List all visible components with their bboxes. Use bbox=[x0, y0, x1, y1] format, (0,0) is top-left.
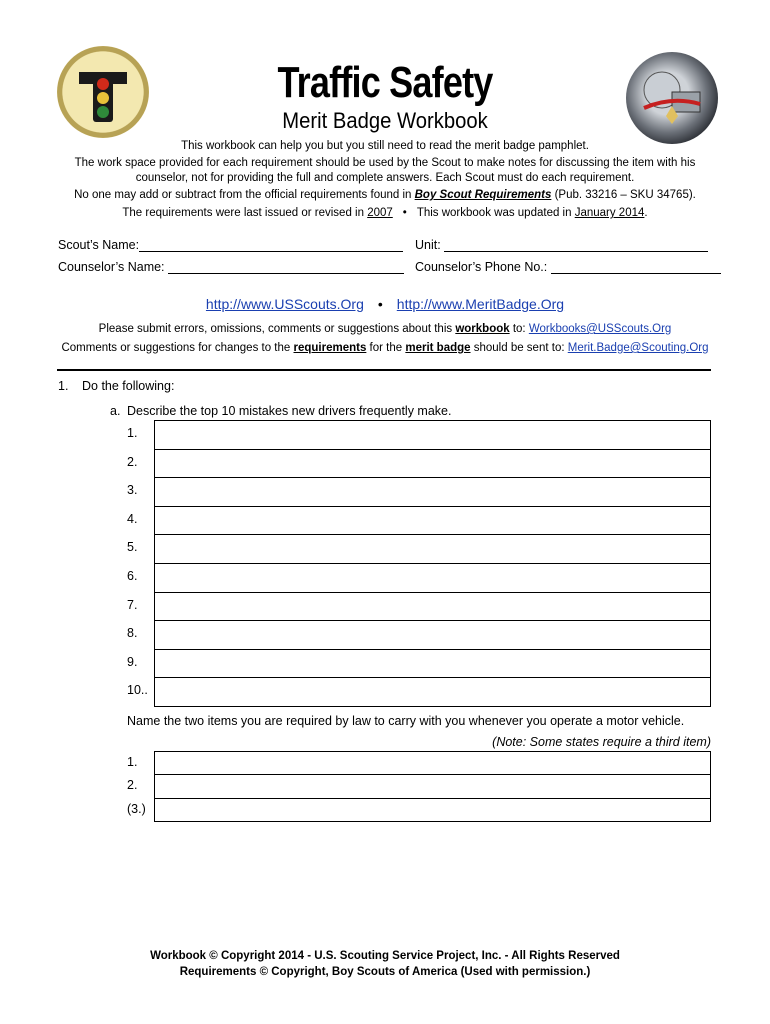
mistakes-answer-table bbox=[154, 420, 711, 707]
unit-field: Unit: bbox=[415, 238, 708, 252]
workbooks-email-link[interactable]: Workbooks@USScouts.Org bbox=[528, 323, 672, 335]
mistake-row bbox=[155, 535, 711, 564]
mistake-number: 6. bbox=[127, 569, 138, 583]
mistake-answer-cell[interactable] bbox=[155, 592, 711, 621]
mistake-number: 5. bbox=[127, 540, 138, 555]
mistake-answer-cell[interactable] bbox=[155, 563, 711, 592]
mistake-number: 10.. bbox=[127, 683, 148, 698]
meritbadge-link[interactable]: http://www.MeritBadge.Org bbox=[396, 296, 565, 312]
merit-badge-email-link[interactable]: Merit.Badge@Scouting.Org bbox=[567, 342, 709, 354]
website-links: http://www.USScouts.Org • http://www.MeritBadge.Org bbox=[205, 296, 565, 312]
counselor-name-input[interactable] bbox=[168, 273, 404, 274]
item-number: 1. bbox=[127, 755, 138, 769]
mistake-row bbox=[155, 563, 711, 592]
req-1-number: 1. bbox=[58, 379, 69, 393]
mistake-row bbox=[155, 621, 711, 650]
usscouts-link[interactable]: http://www.USScouts.Org bbox=[205, 296, 364, 312]
mistake-row bbox=[155, 478, 711, 507]
items-answer-table bbox=[154, 751, 711, 822]
mistake-number: 3. bbox=[127, 483, 138, 498]
page-title: Traffic Safety bbox=[277, 58, 493, 107]
counselor-phone-input[interactable] bbox=[551, 273, 721, 274]
item-number: 2. bbox=[127, 778, 138, 793]
mistake-row bbox=[155, 506, 711, 535]
contact-line-2: Comments or suggestions for changes to the requirements for the merit badge should be sent to: Merit.Badge@Scouting.Org bbox=[61, 342, 709, 354]
mistake-answer-cell[interactable] bbox=[155, 506, 711, 535]
scout-name-field: Scout’s Name: bbox=[58, 238, 403, 252]
mistake-row bbox=[155, 649, 711, 678]
intro-line-4: The requirements were last issued or revised in 2007 • This workbook was updated in January 2014. bbox=[122, 207, 648, 219]
mistake-row bbox=[155, 678, 711, 707]
item-row bbox=[155, 798, 711, 821]
req-1a-label: a. bbox=[110, 404, 121, 418]
mistake-number: 9. bbox=[127, 654, 138, 669]
intro-line-2: The work space provided for each requirement should be used by the Scout to make notes for discussing the item with his counselor, not for providing the full and complete answers. Each Scout must do each requirement. bbox=[74, 157, 696, 184]
unit-input[interactable] bbox=[444, 251, 708, 252]
item-answer-cell[interactable] bbox=[155, 752, 711, 775]
mistake-answer-cell[interactable] bbox=[155, 421, 711, 450]
mistake-answer-cell[interactable] bbox=[155, 449, 711, 478]
contact-line-1: Please submit errors, omissions, comments or suggestions about this workbook to: Workbooks@USScouts.Org bbox=[98, 323, 672, 335]
req-items-note: (Note: Some states require a third item) bbox=[492, 735, 711, 749]
boy-scout-requirements-ref: Boy Scout Requirements bbox=[414, 189, 552, 201]
mistake-number: 2. bbox=[127, 454, 138, 469]
counselor-phone-field: Counselor’s Phone No.: bbox=[415, 260, 721, 274]
mistake-number: 4. bbox=[127, 511, 138, 526]
req-1-heading: Do the following: bbox=[82, 379, 175, 393]
scout-name-input[interactable] bbox=[139, 251, 403, 252]
mistake-row bbox=[155, 421, 711, 450]
item-answer-cell[interactable] bbox=[155, 775, 711, 798]
item-number: (3.) bbox=[127, 801, 146, 816]
mistake-number: 8. bbox=[127, 626, 138, 641]
mistake-answer-cell[interactable] bbox=[155, 621, 711, 650]
mistake-answer-cell[interactable] bbox=[155, 478, 711, 507]
item-answer-cell[interactable] bbox=[155, 798, 711, 821]
intro-line-3: No one may add or subtract from the official requirements found in Boy Scout Requirements (Pub. 33216 – SKU 34765). bbox=[74, 189, 696, 201]
mistake-answer-cell[interactable] bbox=[155, 678, 711, 707]
item-row bbox=[155, 752, 711, 775]
mistake-answer-cell[interactable] bbox=[155, 535, 711, 564]
footer-copyright: Workbook © Copyright 2014 - U.S. Scouting Service Project, Inc. - All Rights Reserved Requirements © Copyright, Boy Scouts of America (Used with permission.) bbox=[150, 950, 620, 978]
mistake-number: 1. bbox=[127, 426, 138, 440]
req-items-text: Name the two items you are required by law to carry with you whenever you operate a motor vehicle. bbox=[127, 714, 685, 728]
intro-line-1: This workbook can help you but you still need to read the merit badge pamphlet. bbox=[181, 140, 589, 152]
mistake-answer-cell[interactable] bbox=[155, 649, 711, 678]
mistake-number: 7. bbox=[127, 597, 138, 612]
req-1a-text: Describe the top 10 mistakes new drivers frequently make. bbox=[127, 404, 452, 418]
mistake-row bbox=[155, 592, 711, 621]
section-divider bbox=[57, 369, 711, 371]
counselor-name-field: Counselor’s Name: bbox=[58, 260, 404, 274]
mistake-row bbox=[155, 449, 711, 478]
item-row bbox=[155, 775, 711, 798]
page-subtitle: Merit Badge Workbook bbox=[282, 108, 488, 133]
